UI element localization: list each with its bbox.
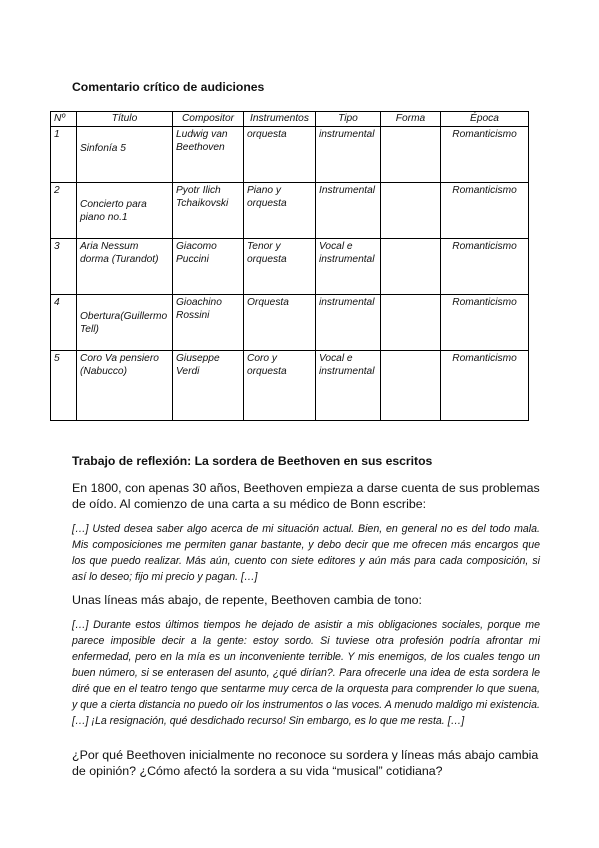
intro-paragraph: En 1800, con apenas 30 años, Beethoven empieza a darse cuenta de sus problemas de oído. Al comienzo de una carta a su médico de Bonn escribe: — [72, 481, 540, 511]
cell-composer: Giacomo Puccini — [173, 238, 244, 294]
col-header-form: Forma — [381, 112, 441, 127]
cell-instruments: Orquesta — [244, 294, 316, 350]
cell-title-text: Sinfonía 5 — [80, 142, 126, 154]
cell-form — [381, 126, 441, 182]
cell-title-text: Concierto para piano no.1 — [80, 198, 147, 223]
table-row — [51, 350, 529, 420]
col-header-type: Tipo — [316, 112, 381, 127]
col-header-epoch: Época — [441, 112, 529, 127]
cell-instruments: orquesta — [244, 126, 316, 182]
table-row — [51, 126, 529, 182]
cell-composer: Giuseppe Verdi — [173, 350, 244, 420]
table-row — [51, 238, 529, 294]
cell-form — [381, 182, 441, 238]
cell-composer: Ludwig van Beethoven — [173, 126, 244, 182]
page-title: Comentario crítico de audiciones — [72, 80, 265, 94]
cell-type: Vocal e instrumental — [316, 350, 381, 420]
cell-number: 3 — [51, 238, 77, 294]
cell-epoch: Romanticismo — [441, 294, 529, 350]
section-title: Trabajo de reflexión: La sordera de Beethoven en sus escritos — [72, 454, 433, 468]
cell-epoch: Romanticismo — [441, 126, 529, 182]
col-header-title: Título — [77, 112, 173, 127]
table-row — [51, 294, 529, 350]
cell-composer: Pyotr Ilich Tchaikovski — [173, 182, 244, 238]
cell-number: 1 — [51, 126, 77, 182]
auditions-table — [50, 111, 529, 421]
cell-title — [77, 294, 173, 350]
cell-title-text: Obertura(Guillermo Tell) — [80, 310, 168, 335]
cell-instruments: Tenor y orquesta — [244, 238, 316, 294]
cell-composer: Gioachino Rossini — [173, 294, 244, 350]
cell-epoch: Romanticismo — [441, 350, 529, 420]
cell-number: 4 — [51, 294, 77, 350]
cell-epoch: Romanticismo — [441, 182, 529, 238]
col-header-instruments: Instrumentos — [244, 112, 316, 127]
cell-type: instrumental — [316, 126, 381, 182]
cell-instruments: Piano y orquesta — [244, 182, 316, 238]
transition-paragraph: Unas líneas más abajo, de repente, Beethoven cambia de tono: — [72, 593, 422, 607]
col-header-number: Nº — [51, 112, 77, 127]
letter-quote-2: […] Durante estos últimos tiempos he dejado de asistir a mis obligaciones sociales, porque me parece imposible decir a la gente: estoy sordo. Si tuviese otra profesión podría afrontar mi enfermedad, pero en la mía es un inconveniente terrible. Y mis enemigos, de los cuales tengo un buen número, si se enterasen del asunto, ¿qué dirían?. Para ofrecerle una idea de esta sordera le diré que en el teatro tengo que sentarme muy cerca de la orquesta para comprender lo que suena, y que a cierta distancia no puedo oír los instrumentos o las voces. A menudo maldigo mi existencia. […] ¡La resignación, qué desdichado recurso! Sin embargo, es lo que me resta. […] — [72, 619, 540, 727]
question-paragraph: ¿Por qué Beethoven inicialmente no reconoce su sordera y líneas más abajo cambia de opinión? ¿Cómo afectó la sordera a su vida “musical” cotidiana? — [72, 748, 539, 778]
cell-title — [77, 126, 173, 182]
cell-form — [381, 238, 441, 294]
cell-number: 5 — [51, 350, 77, 420]
cell-number: 2 — [51, 182, 77, 238]
cell-title — [77, 182, 173, 238]
letter-quote-1: […] Usted desea saber algo acerca de mi situación actual. Bien, en general no es del todo mala. Mis composiciones me permiten ganar bastante, y debo decir que me ofrecen más encargos que los que puedo realizar. Más aún, cuento con siete editores y aún más para cada composición, si así lo deseo; fijo mi precio y pagan. […] — [72, 523, 540, 583]
cell-type: Instrumental — [316, 182, 381, 238]
cell-epoch: Romanticismo — [441, 238, 529, 294]
cell-type: Vocal e instrumental — [316, 238, 381, 294]
cell-title: Aria Nessum dorma (Turandot) — [77, 238, 173, 294]
cell-instruments: Coro y orquesta — [244, 350, 316, 420]
table-header-row — [51, 112, 529, 127]
col-header-composer: Compositor — [173, 112, 244, 127]
cell-title: Coro Va pensiero (Nabucco) — [77, 350, 173, 420]
table-row — [51, 182, 529, 238]
cell-form — [381, 294, 441, 350]
cell-type: instrumental — [316, 294, 381, 350]
cell-form — [381, 350, 441, 420]
